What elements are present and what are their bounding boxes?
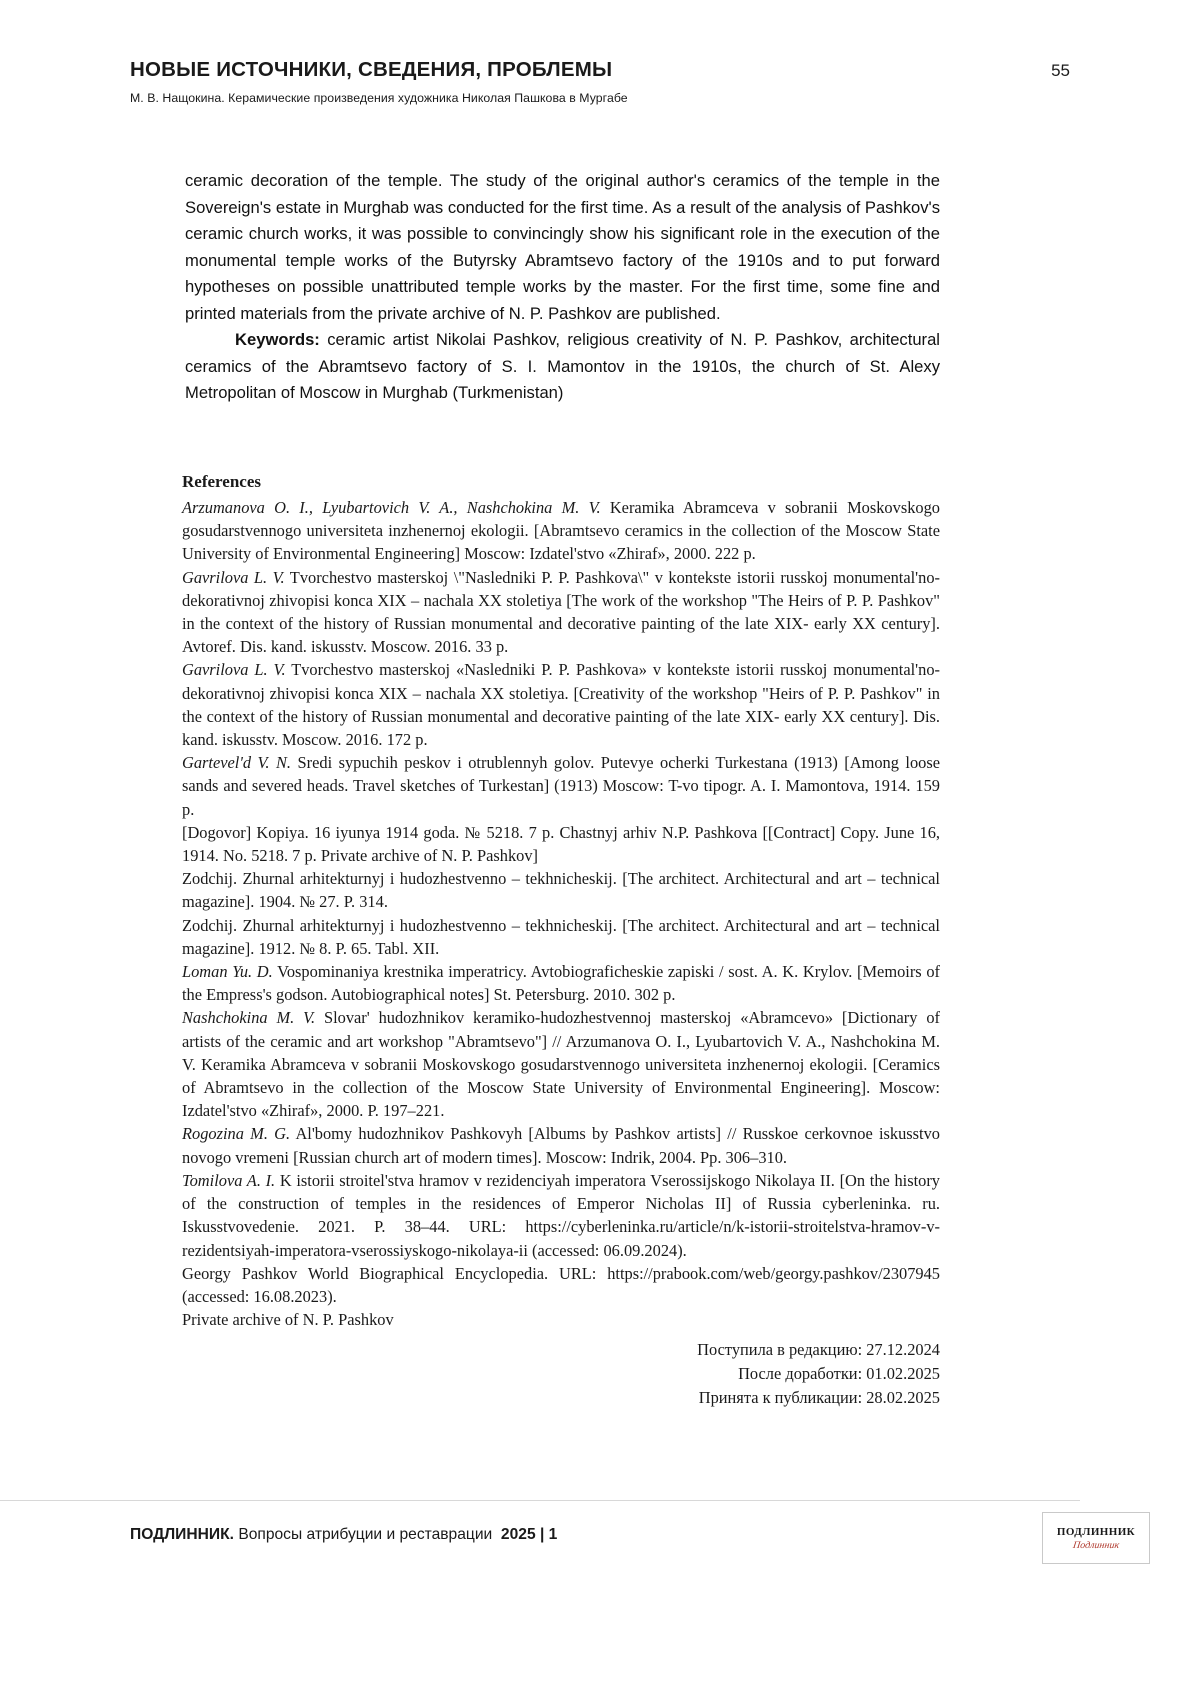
- date-revised: После доработки: 01.02.2025: [738, 1364, 940, 1383]
- footer-journal-bold: ПОДЛИННИК.: [130, 1526, 234, 1543]
- logo-script: Подлинник: [1072, 1539, 1120, 1551]
- reference-text: K istorii stroitel'stva hramov v rezidenciyah imperatora Vserossijskogo Nikolaya II. [On the history of the construction of temples in the residences of Emperor Nicholas II] of Russia cyberleninka. ru. Iskusstvovedenie. 2021. P. 38–44. URL: https://cyberleninka.ru/article/n/k-istorii-stroitelstva-hramov-v-rezidentsiyah-imperatora-vserossiyskogo-nikolaya-ii (accessed: 06.09.2024).: [182, 1170, 940, 1260]
- page-number: 55: [1051, 61, 1070, 80]
- footer-issue: 2025 | 1: [500, 1526, 558, 1543]
- reference-author: Gavrilova L. V.: [182, 567, 285, 587]
- footer-divider: [0, 1500, 1080, 1501]
- footer-journal-rest: Вопросы атрибуции и реставрации: [233, 1526, 493, 1543]
- header-row: [130, 58, 1070, 82]
- reference-item: [182, 751, 940, 821]
- reference-item: [182, 821, 940, 867]
- reference-text: Keramika Abramceva v sobranii Moskovskogo gosudarstvennogo universiteta inzhenernoj ekologii. [Abramtsevo ceramics in the collection of the Moscow State University of Environmental Engineering] Moscow: Izdatel'stvo «Zhiraf», 2000. 222 p.: [182, 498, 940, 564]
- references-title: References: [182, 472, 261, 491]
- keywords-paragraph: [185, 327, 940, 407]
- reference-item: [182, 566, 940, 659]
- page-footer: [130, 1526, 1070, 1544]
- submission-dates: [520, 1338, 940, 1410]
- footer-journal: [130, 1526, 557, 1544]
- reference-text: [Dogovor] Kopiya. 16 iyunya 1914 goda. № 5218. 7 p. Chastnyj arhiv N.P. Pashkova [[Contract] Copy. June 16, 1914. No. 5218. 7 p. Private archive of N. P. Pashkov]: [182, 822, 940, 866]
- reference-text: Tvorchestvo masterskoj «Nasledniki P. P. Pashkova» v kontekste istorii russkoj monumental'no-dekorativnoj zhivopisi konca XIX – nachala XX stoletiya. [Creativity of the workshop "Heirs of P. P. Pashkov" in the context of the history of Russian monumental and decorative painting of the late XIX- early XX century]. Dis. kand. iskusstv. Moscow. 2016. 172 p.: [182, 660, 940, 750]
- reference-text: Georgy Pashkov World Biographical Encyclopedia. URL: https://prabook.com/web/georgy.pashkov/2307945 (accessed: 16.08.2023).: [182, 1263, 940, 1306]
- reference-author: Arzumanova O. I., Lyubartovich V. A., Nashchokina M. V.: [182, 498, 601, 517]
- reference-item: [182, 867, 940, 913]
- section-title: НОВЫЕ ИСТОЧНИКИ, СВЕДЕНИЯ, ПРОБЛЕМЫ: [130, 58, 613, 81]
- reference-author: Gavrilova L. V.: [182, 660, 286, 680]
- reference-text: Slovar' hudozhnikov keramiko-hudozhestvennoj masterskoj «Abramcevo» [Dictionary of artists of the ceramic and art workshop "Abramtsevo"] // Arzumanova O. I., Lyubartovich V. A., Nashchokina M. V. Keramika Abramceva v sobranii Moskovskogo gosudarstvennogo universiteta inzhenernoj ekologii. [Ceramics of Abramtsevo in the collection of the Moscow State University of Environmental Engineering]. Moscow: Izdatel'stvo «Zhiraf», 2000. P. 197–221.: [182, 1008, 940, 1121]
- reference-item: [182, 1122, 940, 1168]
- reference-item: [182, 1308, 940, 1331]
- reference-item: [182, 658, 940, 751]
- references-section: [182, 472, 940, 1331]
- page-header: [130, 58, 1070, 105]
- date-accepted: Принята к публикации: 28.02.2025: [698, 1388, 940, 1407]
- reference-item: [182, 496, 940, 566]
- reference-author: Rogozina M. G.: [182, 1124, 291, 1144]
- reference-author: Tomilova A. I.: [182, 1170, 276, 1190]
- journal-logo: [1042, 1512, 1150, 1564]
- keywords-label: Keywords:: [235, 330, 320, 349]
- reference-text: Zodchij. Zhurnal arhitekturnyj i hudozhestvenno – tekhnicheskij. [The architect. Architectural and art – technical magazine]. 1904. № 27. P. 314.: [182, 869, 940, 912]
- reference-text: Vospominaniya krestnika imperatricy. Avtobiograficheskie zapiski / sost. A. K. Krylov. [Memoirs of the Empress's godson. Autobiographical notes] St. Petersburg. 2010. 302 p.: [182, 962, 940, 1005]
- reference-text: Sredi sypuchih peskov i otrublennyh golov. Putevye ocherki Turkestana (1913) [Among loose sands and severed heads. Travel sketches of Turkestan] (1913) Moscow: T-vo tipogr. A. I. Mamontova, 1914. 159 p.: [182, 753, 941, 819]
- reference-item: [182, 1262, 940, 1308]
- reference-item: [182, 914, 940, 960]
- logo-wordmark: ПОДЛИННИК: [1056, 1525, 1136, 1538]
- reference-author: Loman Yu. D.: [182, 962, 273, 982]
- reference-text: Tvorchestvo masterskoj \"Nasledniki P. P. Pashkova\" v kontekste istorii russkoj monumental'no-dekorativnoj zhivopisi konca XIX – nachala XX stoletiya [The work of the workshop "The Heirs of P. P. Pashkov" in the context of the history of Russian monumental and decorative painting of the late XIX- early XX century]. Avtoref. Dis. kand. iskusstv. Moscow. 2016. 33 p.: [182, 567, 940, 657]
- reference-text: Private archive of N. P. Pashkov: [182, 1310, 394, 1330]
- reference-item: [182, 1006, 940, 1122]
- reference-text: Al'bomy hudozhnikov Pashkovyh [Albums by Pashkov artists] // Russkoe cerkovnoe iskusstvo novogo vremeni [Russian church art of modern times]. Moscow: Indrik, 2004. Pp. 306–310.: [182, 1124, 940, 1167]
- running-head: М. В. Нащокина. Керамические произведения художника Николая Пашкова в Мургабе: [130, 91, 628, 105]
- reference-text: Zodchij. Zhurnal arhitekturnyj i hudozhestvenno – tekhnicheskij. [The architect. Architectural and art – technical magazine]. 1912. № 8. P. 65. Tabl. XII.: [182, 915, 940, 958]
- date-received: Поступила в редакцию: 27.12.2024: [697, 1340, 940, 1359]
- reference-item: [182, 960, 940, 1006]
- keywords-text: ceramic artist Nikolai Pashkov, religious creativity of N. P. Pashkov, architectural ceramics of the Abramtsevo factory of S. I. Mamontov in the 1910s, the church of St. Alexy Metropolitan of Moscow in Murghab (Turkmenistan): [185, 330, 940, 402]
- reference-item: [182, 1169, 940, 1262]
- reference-author: Gartevel'd V. N.: [182, 753, 292, 773]
- abstract-body: ceramic decoration of the temple. The study of the original author's ceramics of the temple in the Sovereign's estate in Murghab was conducted for the first time. As a result of the analysis of Pashkov's ceramic church works, it was possible to convincingly show his significant role in the execution of the monumental temple works of the Butyrsky Abramtsevo factory of the 1910s and to put forward hypotheses on possible unattributed temple works by the master. For the first time, some fine and printed materials from the private archive of N. P. Pashkov are published.: [185, 171, 940, 323]
- reference-author: Nashchokina M. V.: [182, 1008, 316, 1028]
- abstract-block: [185, 168, 940, 407]
